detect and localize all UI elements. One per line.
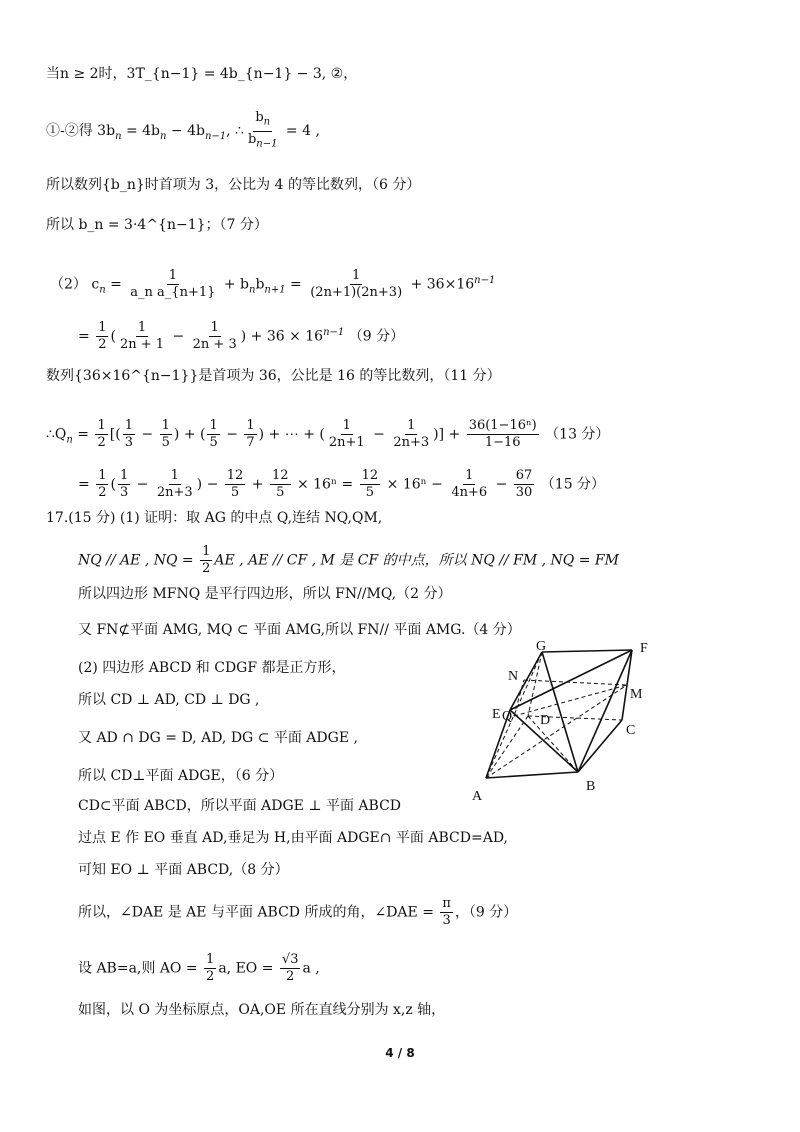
fraction-half-b: $\frac{1}{2}$ bbox=[97, 418, 106, 450]
score-13: （13 分） bbox=[545, 426, 610, 443]
edge-DA bbox=[486, 716, 528, 778]
line-5: （2） $c_n$ = $\frac{1}{\text{a\_n a\_\{n+1\}}}$ + $b_nb_{n+1}$ = $\frac{1}{(2n+1)(2n+3)}$ + $36\times 16^{n-1}$ bbox=[50, 268, 496, 300]
label-F: F bbox=[640, 641, 648, 656]
label-N: N bbox=[508, 669, 519, 684]
line-16: 又 AD ∩ DG = D, AD, DG ⊂ 平面 ADGE , bbox=[78, 730, 358, 746]
line-4-text: 所以 b_n = 3·4^{n−1}；（7 分） bbox=[46, 217, 268, 233]
line-10 bbox=[46, 508, 382, 528]
line-2-e: = 4 , bbox=[281, 123, 320, 140]
line-2-b: = 4b bbox=[121, 123, 161, 140]
line-3-text: 所以数列{b_n}时首项为 3，公比为 4 的等比数列，（6 分） bbox=[46, 177, 421, 193]
label-C: C bbox=[626, 723, 636, 738]
line-18: CD⊂平面 ABCD，所以平面 ADGE ⊥ 平面 ABCD bbox=[78, 798, 402, 814]
fraction-bn-over-bn1: $\frac{b_n}{b_{n-1}}$ bbox=[247, 110, 278, 150]
edge-BC bbox=[578, 720, 622, 772]
line-11: NQ // AE , NQ = $\frac{1}{2}$ AE , AE // CF , M 是 CF 的中点，所以 NQ // FM , NQ = FM bbox=[78, 544, 619, 576]
line-9: = $\frac{1}{2}$ ( $\frac{1}{3}$ − $\frac{1}{2n+3}$ ) − $\frac{12}{5}$ + $\frac{12}{5}$ × 16ⁿ = $\frac{12}{5}$ × 16ⁿ − $\frac{1}{4n+6}$ − $\frac{67}{30}$ （15 分） bbox=[78, 468, 606, 500]
line-14: (2) 四边形 ABCD 和 CDGF 都是正方形， bbox=[78, 660, 346, 676]
line-4 bbox=[46, 215, 268, 235]
score-9: （9 分） bbox=[348, 328, 405, 345]
fraction-1-over-2n3: $\frac{1}{2n + 3}$ bbox=[192, 320, 237, 352]
edge-NM bbox=[524, 680, 627, 685]
label-B: B bbox=[586, 779, 596, 794]
edge-EF bbox=[510, 650, 632, 710]
line-3 bbox=[46, 175, 420, 195]
fraction-half: $\frac{1}{2}$ bbox=[98, 320, 107, 352]
line-17: 所以 CD⊥平面 ADGE，（6 分） bbox=[78, 768, 284, 784]
line-13-text: 又 FN⊄平面 AMG, MQ ⊂ 平面 AMG,所以 FN// 平面 AMG.（4 分） bbox=[78, 622, 521, 638]
line-2: ①-②得 $3b_n = 4b_n - 4b_{n-1}$, ∴ $\frac{b_n}{b_{n-1}}$ = 4 , bbox=[46, 110, 320, 152]
edge-GD bbox=[528, 652, 542, 716]
fraction-geometric-sum: $\frac{\text{36(1−16ⁿ)}}{1-16}$ bbox=[468, 418, 537, 450]
label-E: E bbox=[492, 707, 501, 722]
line-20: 可知 EO ⊥ 平面 ABCD,（8 分） bbox=[78, 862, 289, 878]
line-19: 过点 E 作 EO 垂直 AD,垂足为 H,由平面 ADGE∩ 平面 ABCD=AD, bbox=[78, 830, 508, 846]
line-2-c: − 4b bbox=[166, 123, 205, 140]
edge-DB bbox=[528, 716, 578, 772]
fraction-1-over-2n1-2n3: $\frac{1}{(2n+1)(2n+3)}$ bbox=[310, 268, 403, 300]
line-21: 所以，∠DAE 是 AE 与平面 ABCD 所成的角，∠DAE = $\frac{\pi}{3}$ ，（9 分） bbox=[78, 896, 518, 928]
line-8: $\therefore Q_n$ = $\frac{1}{2}$ [( $\frac{1}{3}$ − $\frac{1}{5}$ ) + ( $\frac{1}{5}$ − $\frac{1}{7}$ ) + ⋯ + ( $\frac{1}{2n+1}$ − $\frac{1}{2n+3}$ )] + $\frac{\text{36(1−16ⁿ)}}{1-16}$ （13 分） bbox=[46, 418, 610, 450]
page-number: 4 / 8 bbox=[385, 1046, 415, 1060]
line-1 bbox=[46, 64, 357, 84]
line-22: 设 AB=a,则 AO = $\frac{1}{2}$ a, EO = $\frac{√3}{2}$ a , bbox=[78, 952, 320, 984]
line-7 bbox=[46, 366, 501, 386]
line-23: 如图，以 O 为坐标原点，OA,OE 所在直线分别为 x,z 轴， bbox=[78, 1002, 446, 1018]
edge-AB bbox=[486, 772, 578, 778]
line-2-d: , ∴ bbox=[226, 123, 244, 140]
line-12-text: 所以四边形 MFNQ 是平行四边形，所以 FN//MQ,（2 分） bbox=[78, 586, 452, 602]
label-G: G bbox=[536, 639, 547, 654]
label-M: M bbox=[630, 687, 643, 702]
label-Q: Q bbox=[502, 709, 513, 724]
fraction-1-over-an-an1: $\frac{1}{\text{a\_n a\_\{n+1\}}}$ bbox=[130, 268, 216, 300]
problem-17-heading: 17.(15 分) (1) 证明：取 AG 的中点 Q,连结 NQ,QM, bbox=[46, 510, 383, 526]
line-1-text: 当n ≥ 2时，3T_{n−1} = 4b_{n−1} − 3, ②， bbox=[46, 66, 358, 82]
label-A: A bbox=[472, 789, 483, 804]
edge-GF bbox=[542, 650, 632, 652]
score-15: （15 分） bbox=[540, 476, 606, 493]
label-D: D bbox=[540, 713, 551, 728]
line-13 bbox=[78, 620, 521, 640]
geometry-figure bbox=[466, 638, 682, 808]
line-6: = $\frac{1}{2}$ ( $\frac{1}{2n + 1}$ − $\frac{1}{2n + 3}$ ) + $36 \times 16^{n-1}$ （9 分） bbox=[78, 320, 405, 352]
line-7-text: 数列{36×16^{n−1}}是首项为 36，公比是 16 的等比数列，（11 分） bbox=[46, 368, 501, 384]
line-15: 所以 CD ⊥ AD, CD ⊥ DG , bbox=[78, 692, 260, 708]
line-2-a: ①-②得 3b bbox=[46, 123, 116, 140]
edge-GB bbox=[542, 652, 578, 772]
fraction-1-over-2n1: $\frac{1}{2n + 1}$ bbox=[119, 320, 165, 352]
line-12 bbox=[78, 584, 451, 604]
